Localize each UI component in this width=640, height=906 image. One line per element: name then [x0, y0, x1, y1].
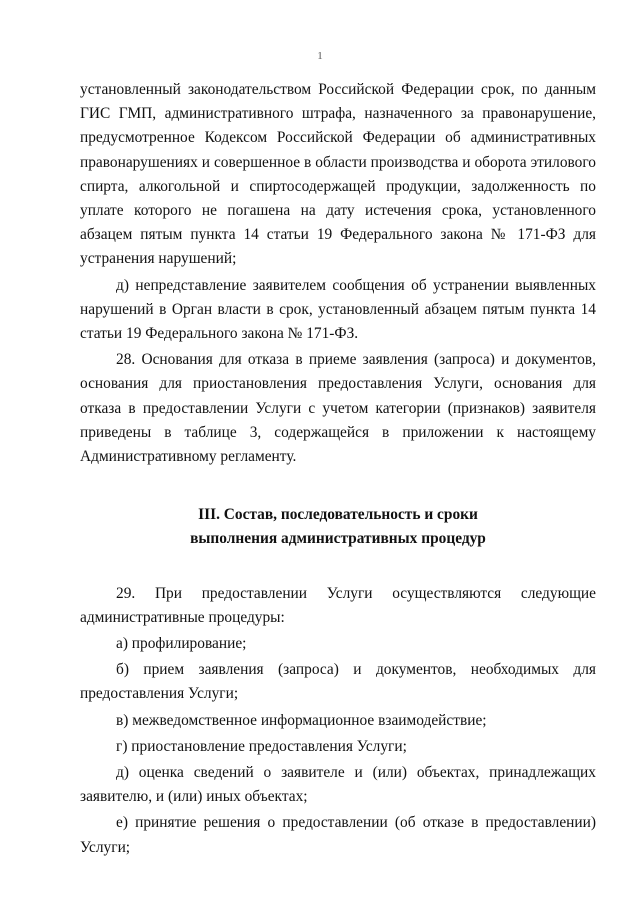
paragraph-29: 29. При предоставлении Услуги осуществляются следующие административные процедуры:: [80, 584, 596, 626]
list-item-v: в) межведомственное информационное взаимодействие;: [116, 711, 487, 729]
list-item-b: б) прием заявления (запроса) и документов, необходимых для предоставления Услуги;: [80, 661, 596, 703]
section-heading-line-1: III. Состав, последовательность и сроки: [198, 506, 478, 524]
list-item-a: а) профилирование;: [116, 635, 247, 653]
page-number: 1: [317, 50, 323, 62]
list-item-d: д) оценка сведений о заявителе и (или) объектах, принадлежащих заявителю, и (или) иных объектах;: [80, 764, 596, 806]
list-item-g: г) приостановление предоставления Услуги;: [116, 737, 407, 755]
paragraph-28: 28. Основания для отказа в приеме заявления (запроса) и документов, основания для приостановления предоставления Услуги, основания для отказа в предоставлении Услуги с учетом категории (признаков) заявителя приведены в таблице 3, содержащейся в приложении к настоящему Административному регламенту.: [80, 351, 596, 466]
section-heading: [80, 503, 596, 551]
section-heading-line-2: выполнения административных процедур: [190, 530, 486, 548]
paragraph-item-d-notice: д) непредставление заявителем сообщения об устранении выявленных нарушений в Орган власти в срок, установленный абзацем пятым пункта 14 статьи 19 Федерального закона № 171-ФЗ.: [80, 276, 596, 343]
paragraph-continuation: установленный законодательством Российской Федерации срок, по данным ГИС ГМП, административного штрафа, назначенного за правонарушение, предусмотренное Кодексом Российской Федерации об административных правонарушениях и совершенное в области производства и оборота этилового спирта, алкогольной и спиртосодержащей продукции, задолженность по уплате которого не погашена на дату истечения срока, установленного абзацем пятым пункта 14 статьи 19 Федерального закона № 171-ФЗ для устранения нарушений;: [80, 81, 596, 268]
document-body: [80, 78, 596, 860]
list-item-e: е) принятие решения о предоставлении (об отказе в предоставлении) Услуги;: [80, 814, 596, 856]
